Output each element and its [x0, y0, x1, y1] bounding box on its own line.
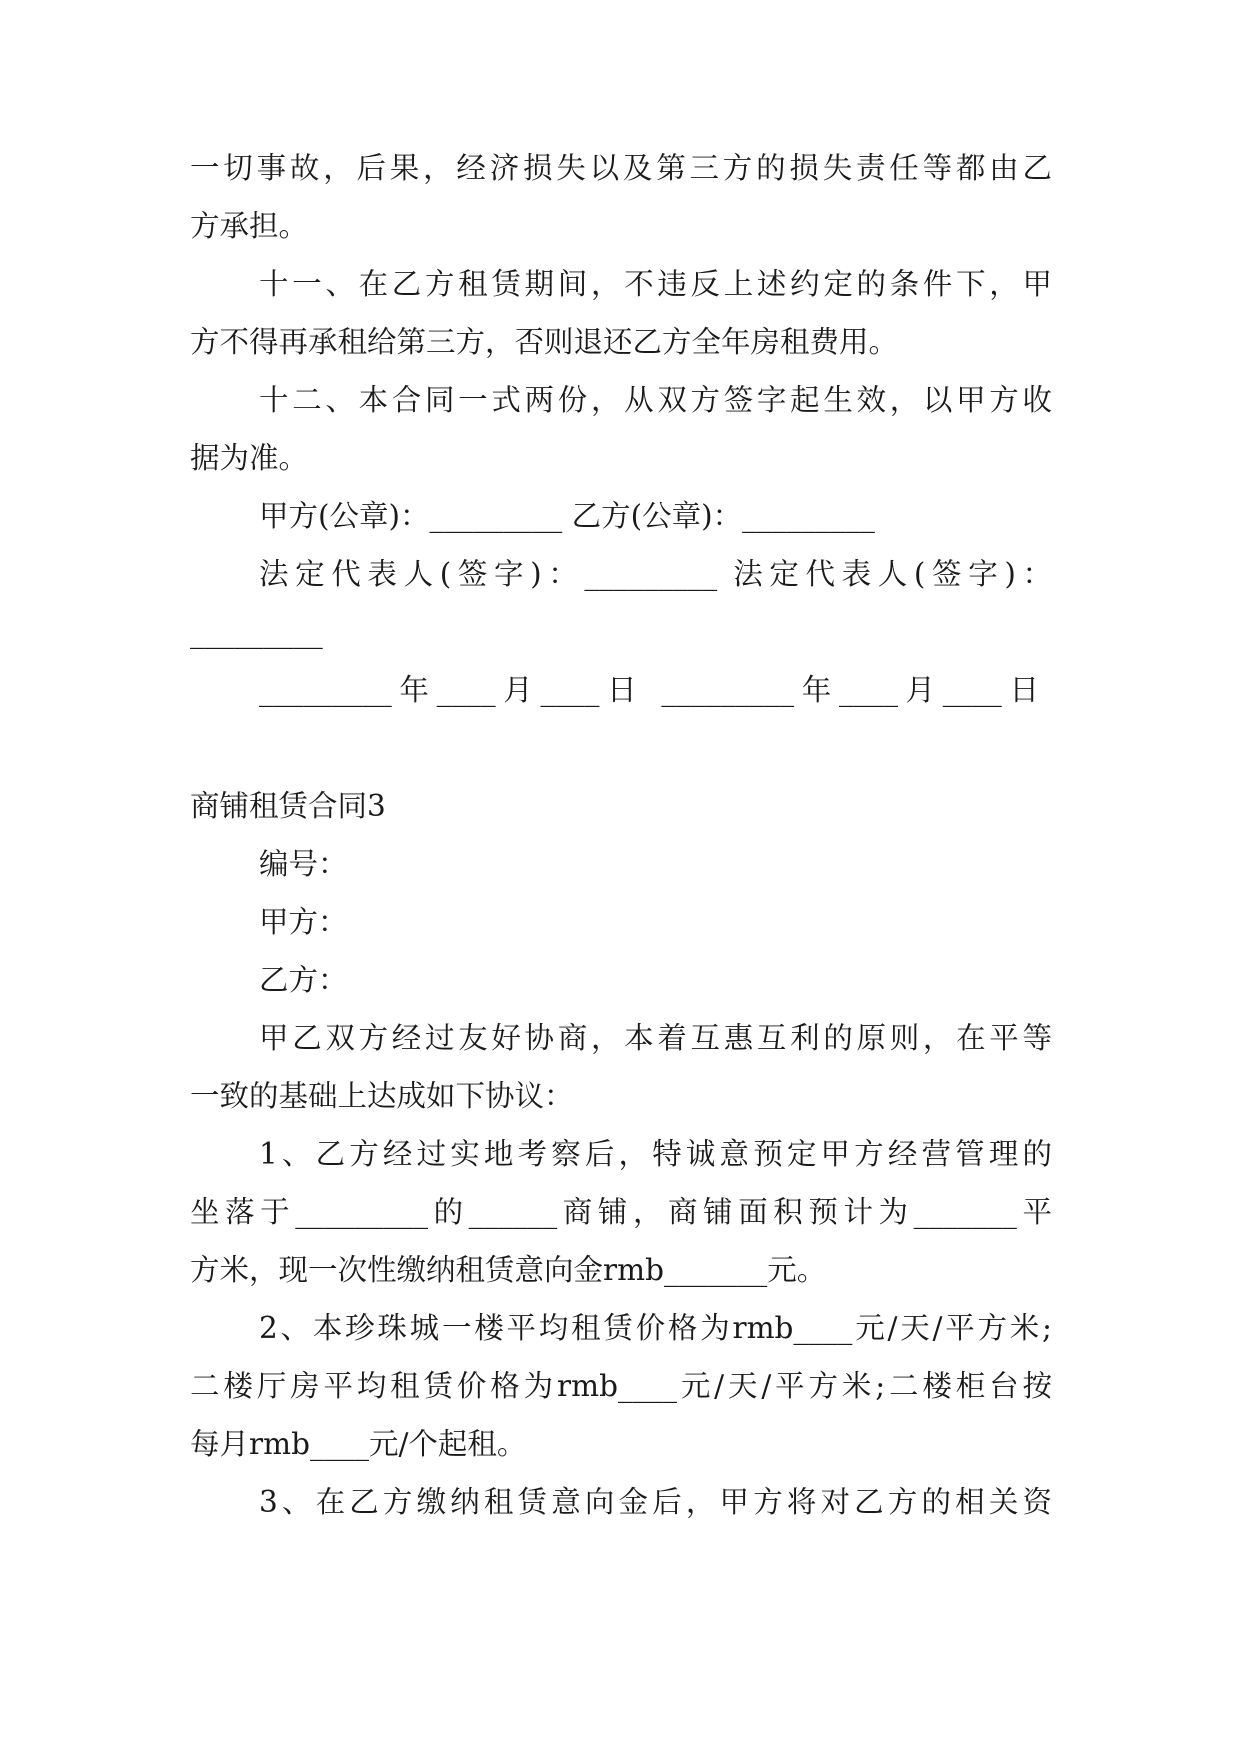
text-line: 二楼厅房平均租赁价格为rmb____元/天/平方米;二楼柜台按: [190, 1369, 1052, 1403]
text-line: 1、乙方经过实地考察后，特诚意预定甲方经营管理的: [259, 1137, 1052, 1171]
text-line: 十二、本合同一式两份，从双方签字起生效，以甲方收: [259, 383, 1052, 417]
signature-line: 甲方(公章)：_________ 乙方(公章)：_________: [259, 499, 875, 533]
signature-line: 法定代表人(签字)：_________ 法定代表人(签字)：: [259, 557, 1052, 591]
text-line: 一切事故，后果，经济损失以及第三方的损失责任等都由乙: [190, 151, 1052, 185]
text-line: 乙方：: [259, 963, 348, 997]
text-line: 一致的基础上达成如下协议：: [190, 1079, 574, 1113]
text-line: 甲乙双方经过友好协商，本着互惠互利的原则，在平等: [259, 1021, 1052, 1055]
text-line: 坐落于_________的______商铺，商铺面积预计为_______平: [190, 1195, 1052, 1229]
text-line: 据为准。: [190, 441, 309, 475]
section-title: 商铺租赁合同3: [190, 789, 386, 823]
blank-line: _________: [190, 615, 323, 649]
text-line: 3、在乙方缴纳租赁意向金后，甲方将对乙方的相关资: [259, 1485, 1052, 1519]
text-line: 方不得再承租给第三方，否则退还乙方全年房租费用。: [190, 325, 899, 359]
text-line: 2、本珍珠城一楼平均租赁价格为rmb____元/天/平方米;: [259, 1311, 1052, 1345]
date-line: _________年____月____日 _________年____月____日: [259, 673, 1039, 707]
text-line: 方承担。: [190, 209, 309, 243]
text-line: 每月rmb____元/个起租。: [190, 1427, 527, 1461]
text-line: 编号：: [259, 847, 348, 881]
text-line: 甲方：: [259, 905, 348, 939]
text-line: 方米，现一次性缴纳租赁意向金rmb_______元。: [190, 1253, 827, 1287]
text-line: 十一、在乙方租赁期间，不违反上述约定的条件下，甲: [259, 267, 1052, 301]
